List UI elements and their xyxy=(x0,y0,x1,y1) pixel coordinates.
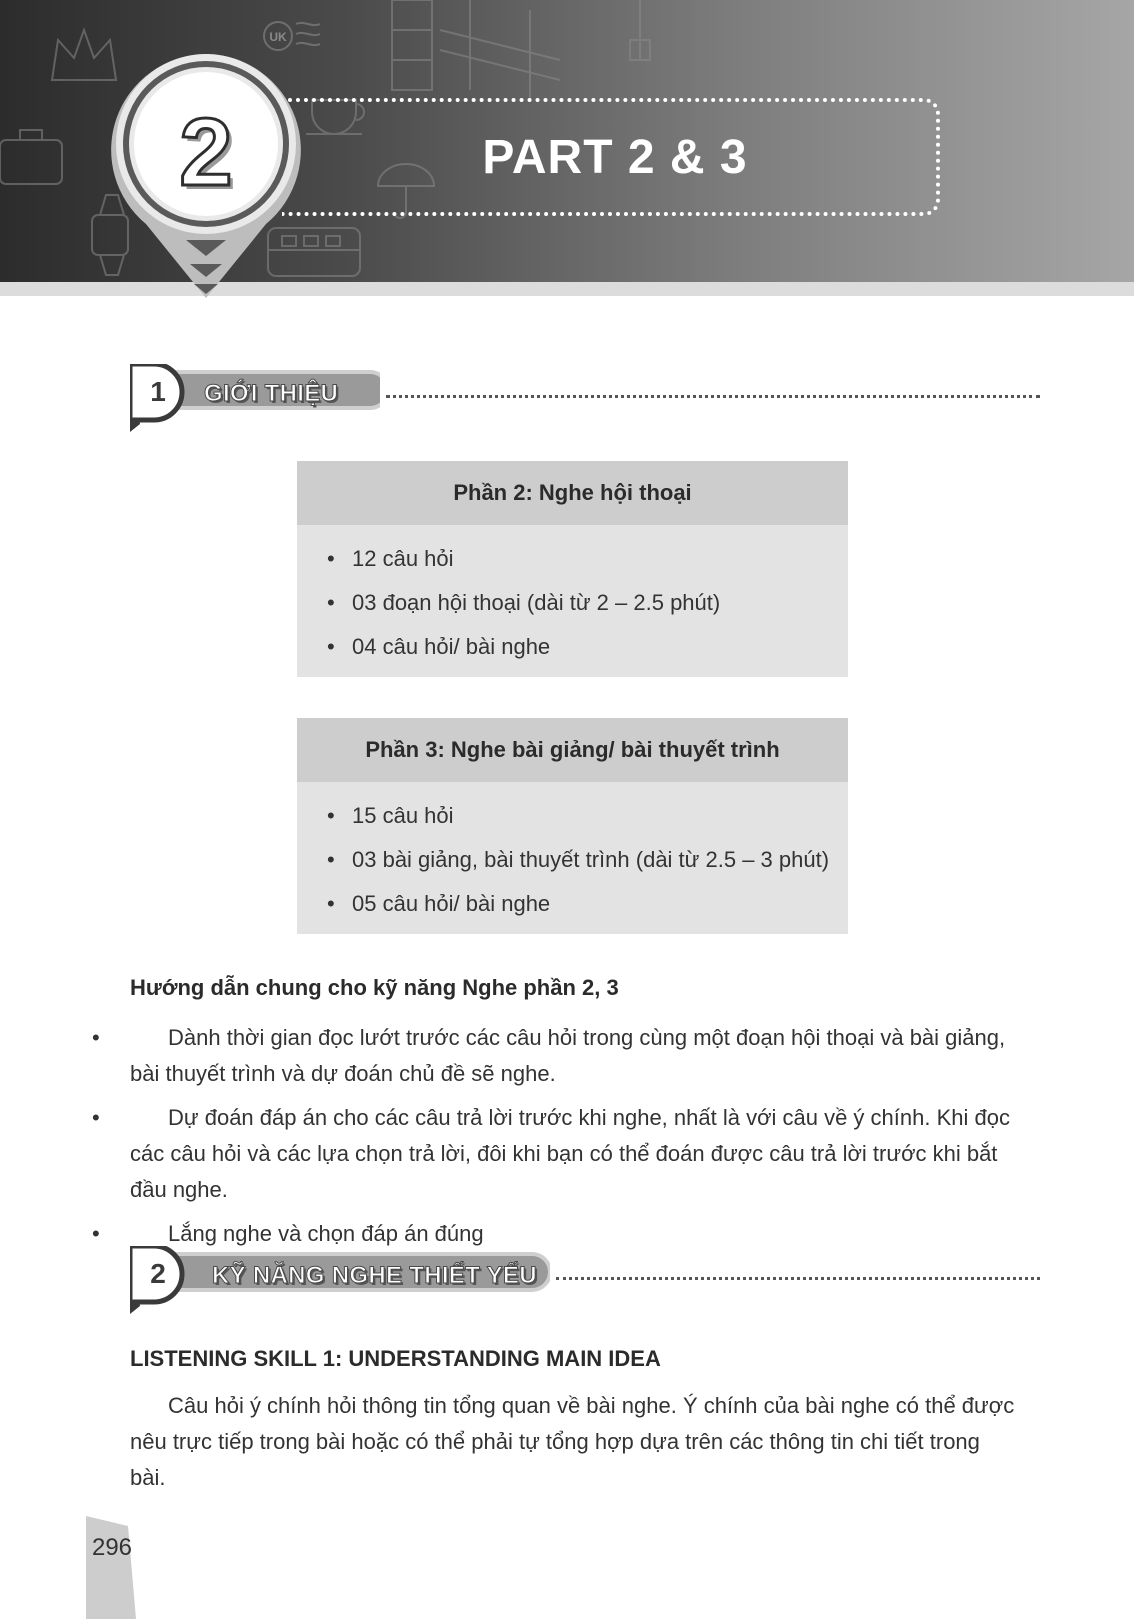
list-item: • 15 câu hỏi xyxy=(297,794,848,838)
list-item: • 12 câu hỏi xyxy=(297,537,848,581)
section-divider xyxy=(556,1277,1040,1280)
suitcase-icon xyxy=(0,140,62,184)
bridge-icon xyxy=(440,0,560,100)
section-heading-intro xyxy=(130,364,1040,434)
info-list xyxy=(297,525,848,677)
list-item: • 05 câu hỏi/ bài nghe xyxy=(297,882,848,926)
skill-heading: LISTENING SKILL 1: UNDERSTANDING MAIN IDEA xyxy=(130,1346,661,1371)
page-number-tab xyxy=(86,1516,136,1619)
part3-info-box xyxy=(297,718,848,934)
list-item: • Dự đoán đáp án cho các câu trả lời trước khi nghe, nhất là với câu về ý chính. Khi đọc các câu hỏi và các lựa chọn trả lời, đôi khi bạn có thể đoán được câu trả lời trước khi bắt đầu nghe. xyxy=(130,1100,1020,1208)
page-number: 296 xyxy=(91,1534,133,1561)
list-item: • 03 đoạn hội thoại (dài từ 2 – 2.5 phút) xyxy=(297,581,848,625)
list-item: • Dành thời gian đọc lướt trước các câu hỏi trong cùng một đoạn hội thoại và bài giảng, bài thuyết trình và dự đoán chủ đề sẽ nghe. xyxy=(130,1020,1020,1092)
guide-heading: Hướng dẫn chung cho kỹ năng Nghe phần 2, 3 xyxy=(130,975,619,1000)
skill-paragraph: Câu hỏi ý chính hỏi thông tin tổng quan về bài nghe. Ý chính của bài nghe có thể được nêu trực tiếp trong bài hoặc có thể phải tự tổng hợp dựa trên các thông tin chi tiết trong bài. xyxy=(130,1393,1015,1490)
info-box-title: Phần 2: Nghe hội thoại xyxy=(297,461,848,525)
section-number: 1 xyxy=(150,376,166,407)
part2-info-box xyxy=(297,461,848,677)
list-item: • Lắng nghe và chọn đáp án đúng xyxy=(130,1216,1020,1252)
uk-stamp-label: UK xyxy=(269,30,287,44)
tower-icon xyxy=(392,0,432,90)
section-divider xyxy=(386,395,1040,398)
chapter-title: PART 2 & 3 xyxy=(482,131,748,184)
list-item: • 03 bài giảng, bài thuyết trình (dài từ 2.5 – 3 phút) xyxy=(297,838,848,882)
chapter-number: 2 xyxy=(179,99,233,206)
info-list xyxy=(297,782,848,934)
info-box-title: Phần 3: Nghe bài giảng/ bài thuyết trình xyxy=(297,718,848,782)
list-item: • 04 câu hỏi/ bài nghe xyxy=(297,625,848,669)
section-number: 2 xyxy=(150,1258,166,1289)
guide-list xyxy=(130,1020,1020,1260)
section-title: KỸ NĂNG NGHE THIẾT YẾU xyxy=(212,1262,537,1289)
section-title: GIỚI THIỆU xyxy=(204,380,339,407)
section-heading-skills xyxy=(130,1246,1040,1316)
